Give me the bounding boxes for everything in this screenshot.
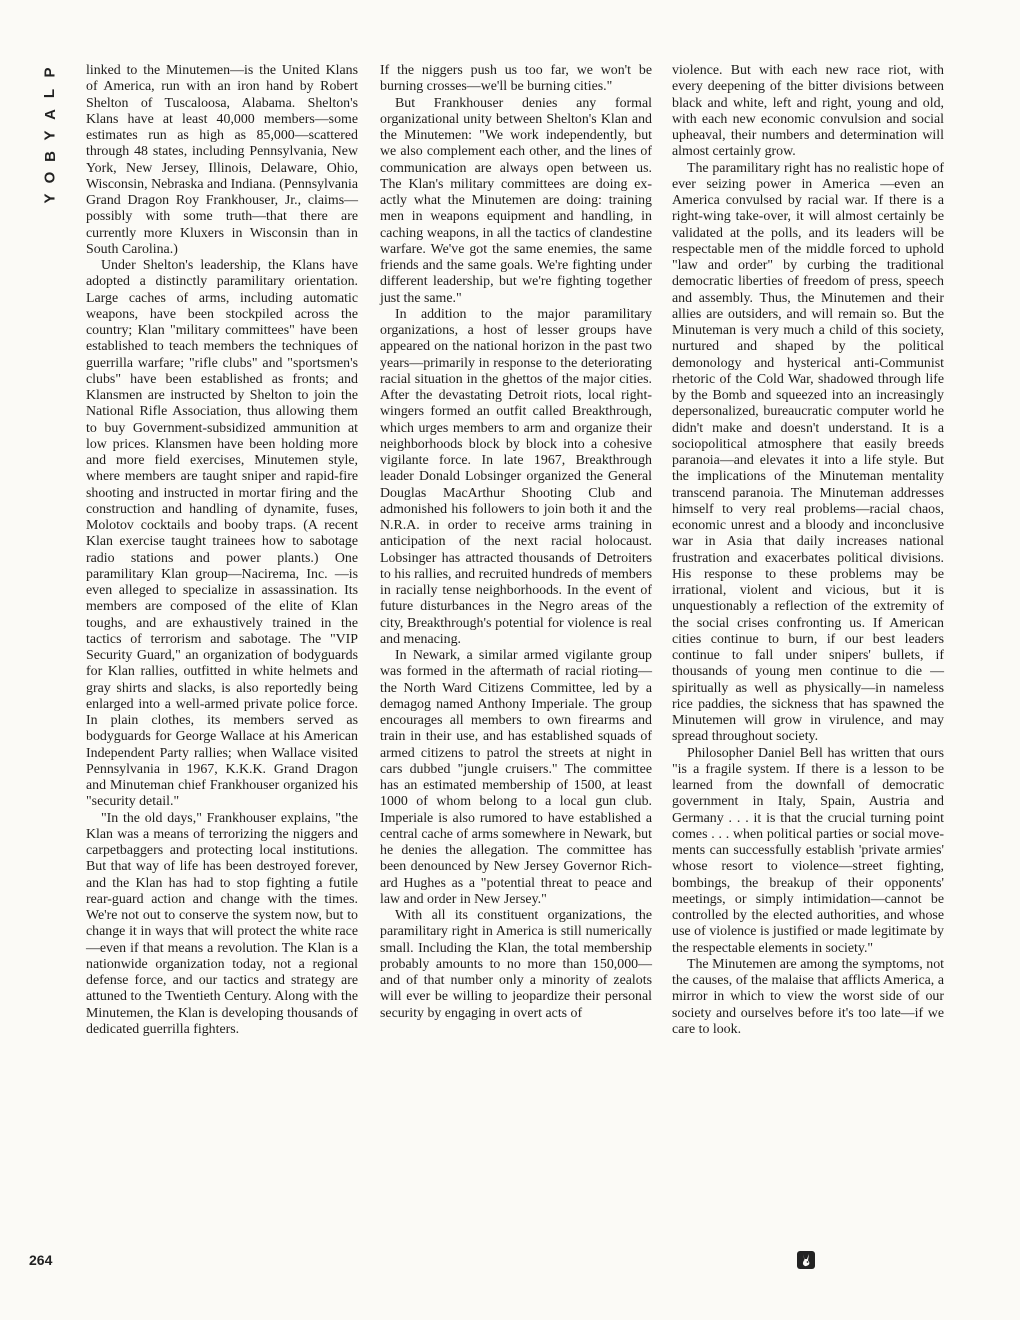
masthead-letter: B — [41, 151, 59, 162]
paragraph: With all its constituent organizations, the paramilitary right in America is still numerically small. Including the Klan, the total membership probably amounts to no more than 150,000—and of that number only a minority of zealots will ever be willing to jeopardize their personal security by engaging in overt acts of — [380, 908, 652, 1021]
masthead — [30, 62, 70, 209]
text-column-2 — [380, 63, 652, 1022]
paragraph: In Newark, a similar armed vigilante group was formed in the aftermath of racial rioting—the North Ward Citizens Committee, led by a demagog named Anthony Imperiale. The group encourages all members to own firearms and train in their use, and has established squads of armed citizens to patrol the streets at night in cars dubbed "jungle cruisers." The committee has an estimated membership of 1500, at least 1000 of whom belong to a local gun club. Imperiale is also rumored to have established a central cache of arms somewhere in Newark, but he denies the allegation. The committee has been denounced by New Jersey Governor Richard Hughes as a "potential threat to peace and law and order in New Jersey." — [380, 648, 652, 907]
paragraph: In addition to the major paramilitary organizations, a host of lesser groups have appeared on the national horizon in the past two years—primarily in response to the deteriorating racial situation in the ghettos of the major cities. After the devastating Detroit riots, local right-wingers formed an outfit called Breakthrough, which urges members to arm and organize their neighborhoods block by block into a cohesive vigilante force. In late 1967, Breakthrough leader Donald Lobsinger organized the General Douglas MacArthur Shooting Club and admonished his followers to join both it and the N.R.A. in order to receive arms training in anticipation of the next racial holocaust. Lobsinger has attracted thousands of Detroiters to his rallies, and recruited hundreds of members in racially tense neighborhoods. In the event of future disturbances in the Negro areas of the city, Breakthrough's potential for violence is real and menacing. — [380, 306, 652, 647]
paragraph: "In the old days," Frankhouser explains, "the Klan was a means of terrorizing the niggers and carpetbaggers and protecting local institutions. But that way of life has been destroyed forever, and the Klan has had to stop fighting a futile rear-guard action and change with the times. We're not out to conserve the system now, but to change it in ways that will protect the white race—even if that means a revolution. The Klan is a nationwide organization today, not a regional defense force, and our tactics and strategy are attuned to the Twentieth Century. Along with the Minutemen, the Klan is developing thousands of dedicated guerrilla fighters. — [86, 810, 358, 1037]
text-column-1 — [86, 63, 358, 1038]
masthead-letter: O — [41, 171, 59, 184]
paragraph: linked to the Minutemen—is the United Klans of America, run with an iron hand by Robert Shelton of Tuscaloosa, Alabama. Shelton's Klans have at least 40,000 members—some estimates run as high as 85,000—scattered through 48 states, including Pennsylvania, New York, New Jersey, Illinois, Delaware, Ohio, Wisconsin, Nebraska and Indiana. (Pennsylvania Grand Dragon Roy Frankhouser, Jr., claims—possibly with some truth—that there are currently more Kluxers in Wisconsin than in South Carolina.) — [86, 63, 358, 257]
paragraph: Under Shelton's leadership, the Klans have adopted a distinctly paramilitary orientation. Large caches of arms, including automatic weapons, have been stockpiled across the country; Klan "military committees" have been established to teach members the techniques of guerrilla warfare; "rifle clubs" and "sportsmen's clubs" have been established as fronts; and Klansmen are instructed by Shelton to join the National Rifle Association, thus allowing them to buy Government-subsidized ammunition at low prices. Klansmen have been holding more and more field exercises, Minutemen style, where members are taught sniper and rapid-fire shooting and instructed in mortar firing and the construction and handling of dynamite, fuses, Molotov cocktails and booby traps. (A recent Klan exercise taught trainees how to sabotage radio stations and power plants.) One paramilitary Klan group—Nacirema, Inc. —is even alleged to specialize in assassination. Its members are composed of the elite of Klan toughs, and are exhaustively trained in the tactics of terrorism and sabotage. The "VIP Security Guard," an organization of bodyguards for Klan rallies, outfitted in white helmets and gray shirts and slacks, is also reportedly being enlarged into a well-armed private police force. In plain clothes, its members served as bodyguards for George Wallace at his American Independent Party rallies; when Wallace visited Pennsylvania in 1967, K.K.K. Grand Dragon and Minuteman chief Frankhouser organized his "security detail." — [86, 258, 358, 810]
masthead-letter: P — [41, 67, 59, 78]
paragraph: If the niggers push us too far, we won't be burning crosses—we'll be burning cities." — [380, 63, 652, 95]
paragraph: The Minutemen are among the symptoms, not the causes, of the malaise that afflicts America, a mirror in which to view the worst side of our society and ourselves before it's too late—if we care to look. — [672, 956, 944, 1037]
paragraph: violence. But with each new race riot, with every deepening of the bitter divisions between black and white, left and right, young and old, with each new economic convulsion and social upheaval, their numbers and determination will almost certainly grow. — [672, 63, 944, 160]
page-number: 264 — [29, 1252, 53, 1268]
masthead-letter: A — [41, 109, 59, 120]
paragraph: The paramilitary right has no realistic hope of ever seizing power in America —even an America convulsed by racial war. If there is a right-wing take-over, it will almost certainly be validated at the polls, and its leaders will be respectable men of the middle forced to uphold "law and order" by curbing the traditional democratic liberties of freedom of press, speech and assembly. Thus, the Minutemen and their allies are outsiders, and will remain so. But the Minuteman is very much a child of this society, nurtured and shaped by the political demonology and hysterical anti-Communist rhetoric of the Cold War, shadowed through life by the Bomb and squeezed into an increasingly depersonalized, bureaucratic computer world he didn't make and doesn't understand. It is a sociopolitical atmosphere that easily breeds paranoia—and elevates it into a life style. But the implications of the Minuteman mentality transcend paranoia. The Minuteman addresses himself to very real problems—racial chaos, economic unrest and a bloody and inconclusive war in Asia that daily increases national frustration and exacerbates political divisions. His response to these problems may be irrational, violent and vicious, but it is unquestionably a reflection of the extremity of the social crises confronting us. If American cities continue to burn, if our best leaders continue to fall under snipers' bullets, if thousands of young men continue to die —spiritually as well as physically—in nameless rice paddies, the sickness that has spawned the Minutemen will grow in virulence, and may spread throughout society. — [672, 160, 944, 745]
rabbit-head-icon — [797, 1251, 815, 1269]
text-column-3 — [672, 63, 944, 1038]
paragraph: Philosopher Daniel Bell has written that ours "is a fragile system. If there is a lesson to be learned from the downfall of democratic government in Italy, Spain, Austria and Germany . . . it is that the crucial turning point comes . . . when political parties or social movements can successfully establish 'private armies' whose resort to violence—street fighting, bombings, the breakup of their opponents' meetings, or simply intimidation—cannot be controlled by the elected authorities, and whose use of violence is justified or made legitimate by the respectable elements in society." — [672, 745, 944, 956]
paragraph: But Frankhouser denies any formal organizational unity between Shelton's Klan and the Minutemen: "We work independently, but we also complement each other, and the lines of communication are always open between us. The Klan's military committees are doing exactly what the Minutemen are doing: training men in weapons equipment and handling, in caching weapons, in all the tactics of clandestine warfare. We've got the same enemies, the same friends and the same goals. We're fighting under different leadership, but we're fighting together just the same." — [380, 95, 652, 306]
masthead-letter: L — [41, 88, 59, 99]
masthead-letter: Y — [41, 193, 59, 204]
masthead-letter: Y — [41, 130, 59, 141]
